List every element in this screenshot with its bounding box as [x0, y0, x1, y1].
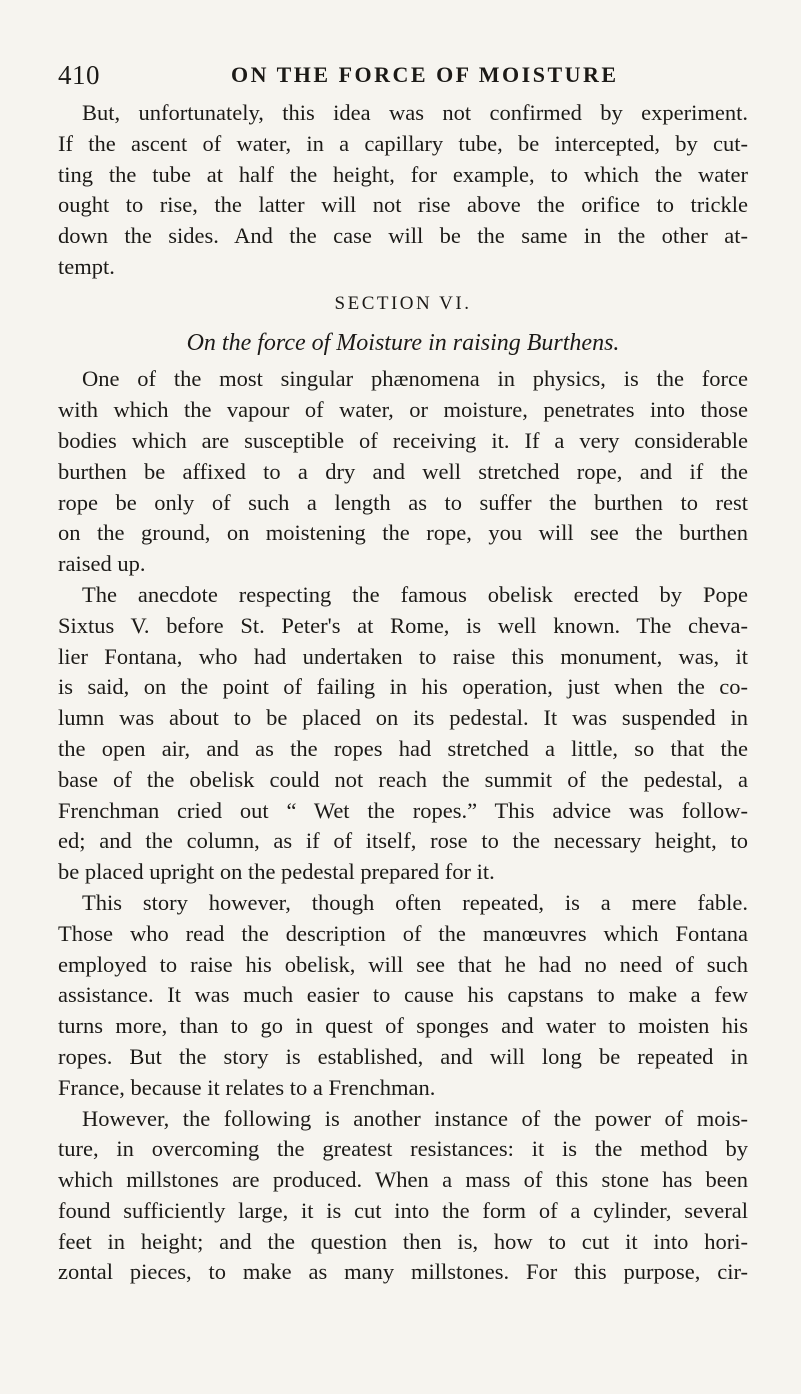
text-line: ropes. But the story is established, and will long be repeated in — [58, 1043, 748, 1069]
text-line: be placed upright on the pedestal prepared for it. — [58, 859, 495, 885]
text-line: One of the most singular phænomena in physics, is the force — [82, 366, 748, 392]
running-title: ON THE FORCE OF MOISTURE — [231, 62, 619, 87]
text-line: ed; and the column, as if of itself, rose to the necessary height, to — [58, 828, 748, 854]
text-line: bodies which are susceptible of receiving it. If a very considerable — [58, 427, 748, 453]
page-number: 410 — [58, 60, 100, 90]
text-line: lier Fontana, who had undertaken to raise this monument, was, it — [58, 643, 748, 669]
paragraph-1 — [58, 98, 748, 283]
section-title: On the force of Moisture in raising Burthens. — [186, 329, 620, 356]
text-line: down the sides. And the case will be the same in the other at- — [58, 223, 748, 249]
text-line: However, the following is another instance of the power of mois- — [82, 1105, 748, 1131]
text-line: turns more, than to go in quest of sponges and water to moisten his — [58, 1013, 748, 1039]
text-line: assistance. It was much easier to cause his capstans to make a few — [58, 982, 748, 1008]
section-heading: SECTION VI. — [334, 292, 472, 314]
text-line: Sixtus V. before St. Peter's at Rome, is well known. The cheva- — [58, 612, 748, 638]
text-line: But, unfortunately, this idea was not confirmed by experiment. — [82, 100, 748, 125]
text-line: tempt. — [58, 253, 115, 279]
text-line: This story however, though often repeated, is a mere fable. — [82, 889, 748, 915]
text-line: employed to raise his obelisk, will see that he had no need of such — [58, 951, 748, 977]
page-header — [58, 60, 761, 92]
text-line: burthen be affixed to a dry and well stretched rope, and if the — [58, 458, 748, 484]
text-line: ought to rise, the latter will not rise above the orifice to trickle — [58, 192, 748, 218]
text-line: If the ascent of water, in a capillary tube, be intercepted, by cut- — [58, 130, 748, 156]
text-line: is said, on the point of failing in his operation, just when the co- — [58, 674, 748, 700]
text-line: with which the vapour of water, or moisture, penetrates into those — [58, 397, 748, 423]
paragraph-4 — [58, 888, 748, 1104]
text-line: base of the obelisk could not reach the summit of the pedestal, a — [58, 766, 748, 792]
text-line: France, because it relates to a Frenchman. — [58, 1074, 436, 1100]
text-line: ture, in overcoming the greatest resistances: it is the method by — [58, 1136, 748, 1162]
text-line: which millstones are produced. When a mass of this stone has been — [58, 1167, 748, 1193]
paragraph-2 — [58, 364, 748, 580]
text-line: found sufficiently large, it is cut into the form of a cylinder, several — [58, 1197, 748, 1223]
paragraph-3 — [58, 580, 748, 888]
text-line: Those who read the description of the manœuvres which Fontana — [58, 920, 748, 946]
body-text — [58, 98, 748, 1288]
text-line: rope be only of such a length as to suffer the burthen to rest — [58, 489, 748, 515]
text-line: Frenchman cried out “ Wet the ropes.” This advice was follow- — [58, 797, 748, 823]
text-line: The anecdote respecting the famous obelisk erected by Pope — [82, 581, 748, 607]
text-line: zontal pieces, to make as many millstones. For this purpose, cir- — [58, 1259, 748, 1285]
text-line: ting the tube at half the height, for example, to which the water — [58, 161, 748, 187]
text-line: on the ground, on moistening the rope, you will see the burthen — [58, 520, 748, 546]
text-line: the open air, and as the ropes had stretched a little, so that the — [58, 735, 748, 761]
paragraph-5 — [58, 1104, 748, 1289]
text-line: feet in height; and the question then is, how to cut it into hori- — [58, 1228, 748, 1254]
text-line: raised up. — [58, 551, 146, 577]
text-line: lumn was about to be placed on its pedestal. It was suspended in — [58, 705, 748, 731]
